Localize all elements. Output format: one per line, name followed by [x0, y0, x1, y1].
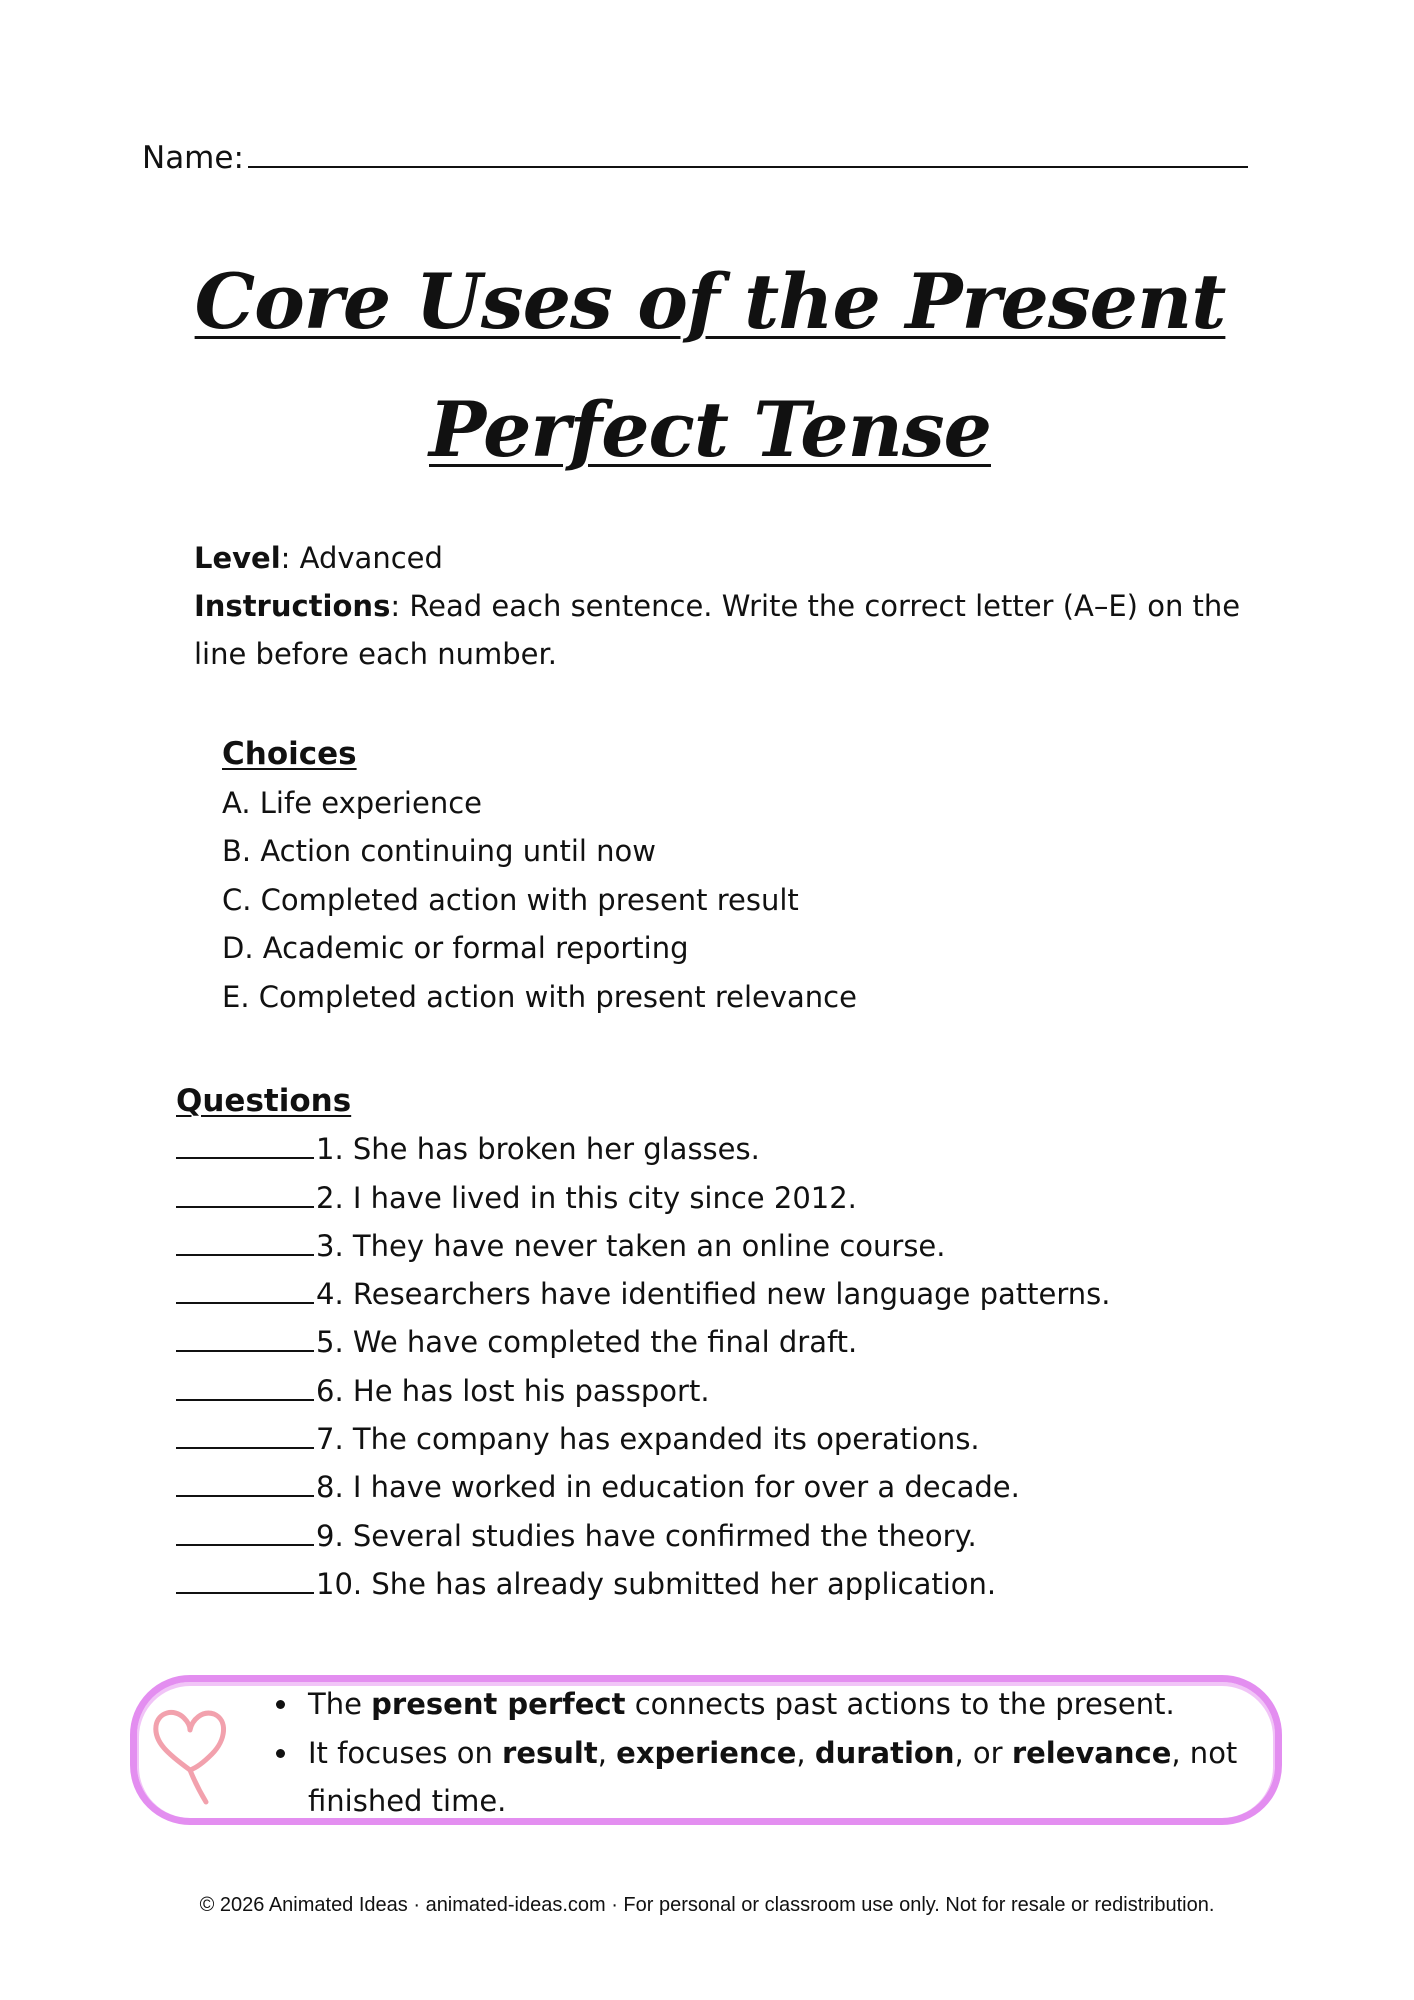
tip-text: , or — [954, 1735, 1012, 1770]
question-row — [176, 1367, 1111, 1415]
question-row — [176, 1174, 1111, 1222]
question-text: 10. She has already submitted her application. — [316, 1566, 997, 1601]
question-text: 6. He has lost his passport. — [316, 1373, 710, 1408]
level-value: : Advanced — [280, 541, 443, 575]
question-row — [176, 1270, 1111, 1318]
name-blank-line[interactable] — [248, 144, 1248, 168]
copyright-footer: © 2026 Animated Ideas · animated-ideas.com · For personal or classroom use only. Not for resale or redistribution. — [199, 1894, 1215, 1916]
answer-blank-1[interactable] — [176, 1137, 314, 1159]
tip-bold: relevance — [1011, 1735, 1172, 1770]
tip-bold: duration — [814, 1735, 955, 1770]
tip-bold: present perfect — [371, 1687, 626, 1721]
tip-text: , — [597, 1735, 617, 1770]
instructions-row — [194, 582, 1244, 678]
choice-a: A. Life experience — [222, 785, 482, 820]
answer-blank-7[interactable] — [176, 1427, 314, 1449]
question-row — [176, 1463, 1111, 1511]
question-row — [176, 1560, 1111, 1608]
choice-c: C. Completed action with present result — [222, 882, 799, 917]
question-row — [176, 1415, 1111, 1463]
tip-text: , not finished time. — [308, 1735, 1238, 1818]
tip-text: The — [308, 1687, 372, 1721]
tip-bullet-1 — [270, 1680, 1260, 1729]
question-row — [176, 1318, 1111, 1366]
tip-text: It focuses on — [308, 1735, 503, 1770]
question-text: 9. Several studies have confirmed the theory. — [316, 1518, 977, 1553]
worksheet-meta — [194, 534, 1244, 678]
level-label: Level — [194, 541, 281, 575]
question-row — [176, 1125, 1111, 1173]
answer-blank-2[interactable] — [176, 1186, 314, 1208]
question-text: 7. The company has expanded its operations. — [316, 1422, 980, 1457]
answer-blank-9[interactable] — [176, 1524, 314, 1546]
answer-blank-5[interactable] — [176, 1330, 314, 1352]
question-text: 3. They have never taken an online course. — [316, 1228, 946, 1263]
tip-bullet-2 — [270, 1729, 1260, 1826]
instructions-label: Instructions — [194, 589, 391, 623]
answer-blank-8[interactable] — [176, 1475, 314, 1497]
questions-heading: Questions — [176, 1083, 352, 1119]
question-row — [176, 1222, 1111, 1270]
choice-b: B. Action continuing until now — [222, 834, 656, 868]
answer-blank-6[interactable] — [176, 1379, 314, 1401]
instructions-text: : Read each sentence. Write the correct letter (A–E) on the line before each number. — [194, 589, 1241, 671]
tip-bold: result — [502, 1735, 598, 1770]
choices-heading: Choices — [222, 736, 357, 772]
choice-d: D. Academic or formal reporting — [222, 931, 689, 965]
answer-blank-3[interactable] — [176, 1234, 314, 1256]
choice-e: E. Completed action with present relevance — [222, 979, 857, 1014]
tip-bold: experience — [616, 1735, 797, 1770]
questions-section — [176, 1077, 1111, 1608]
heart-icon — [150, 1698, 230, 1808]
name-field-row — [142, 140, 1248, 176]
title-line-1: Core Uses of the Present — [194, 257, 1226, 346]
question-text: 5. We have completed the final draft. — [316, 1325, 858, 1360]
question-text: 1. She has broken her glasses. — [316, 1132, 760, 1167]
name-label: Name: — [142, 140, 244, 176]
question-row — [176, 1512, 1111, 1560]
tip-text: , — [796, 1735, 815, 1770]
answer-blank-10[interactable] — [176, 1572, 314, 1594]
question-text: 4. Researchers have identified new language patterns. — [316, 1277, 1111, 1312]
level-row — [194, 534, 1244, 582]
title-line-2: Perfect Tense — [429, 385, 991, 474]
tip-list — [270, 1680, 1260, 1826]
answer-blank-4[interactable] — [176, 1282, 314, 1304]
tip-text: connects past actions to the present. — [625, 1687, 1175, 1721]
choices-section — [222, 730, 857, 1021]
page-title — [180, 238, 1240, 494]
question-text: 2. I have lived in this city since 2012. — [316, 1180, 857, 1215]
question-text: 8. I have worked in education for over a decade. — [316, 1470, 1020, 1505]
